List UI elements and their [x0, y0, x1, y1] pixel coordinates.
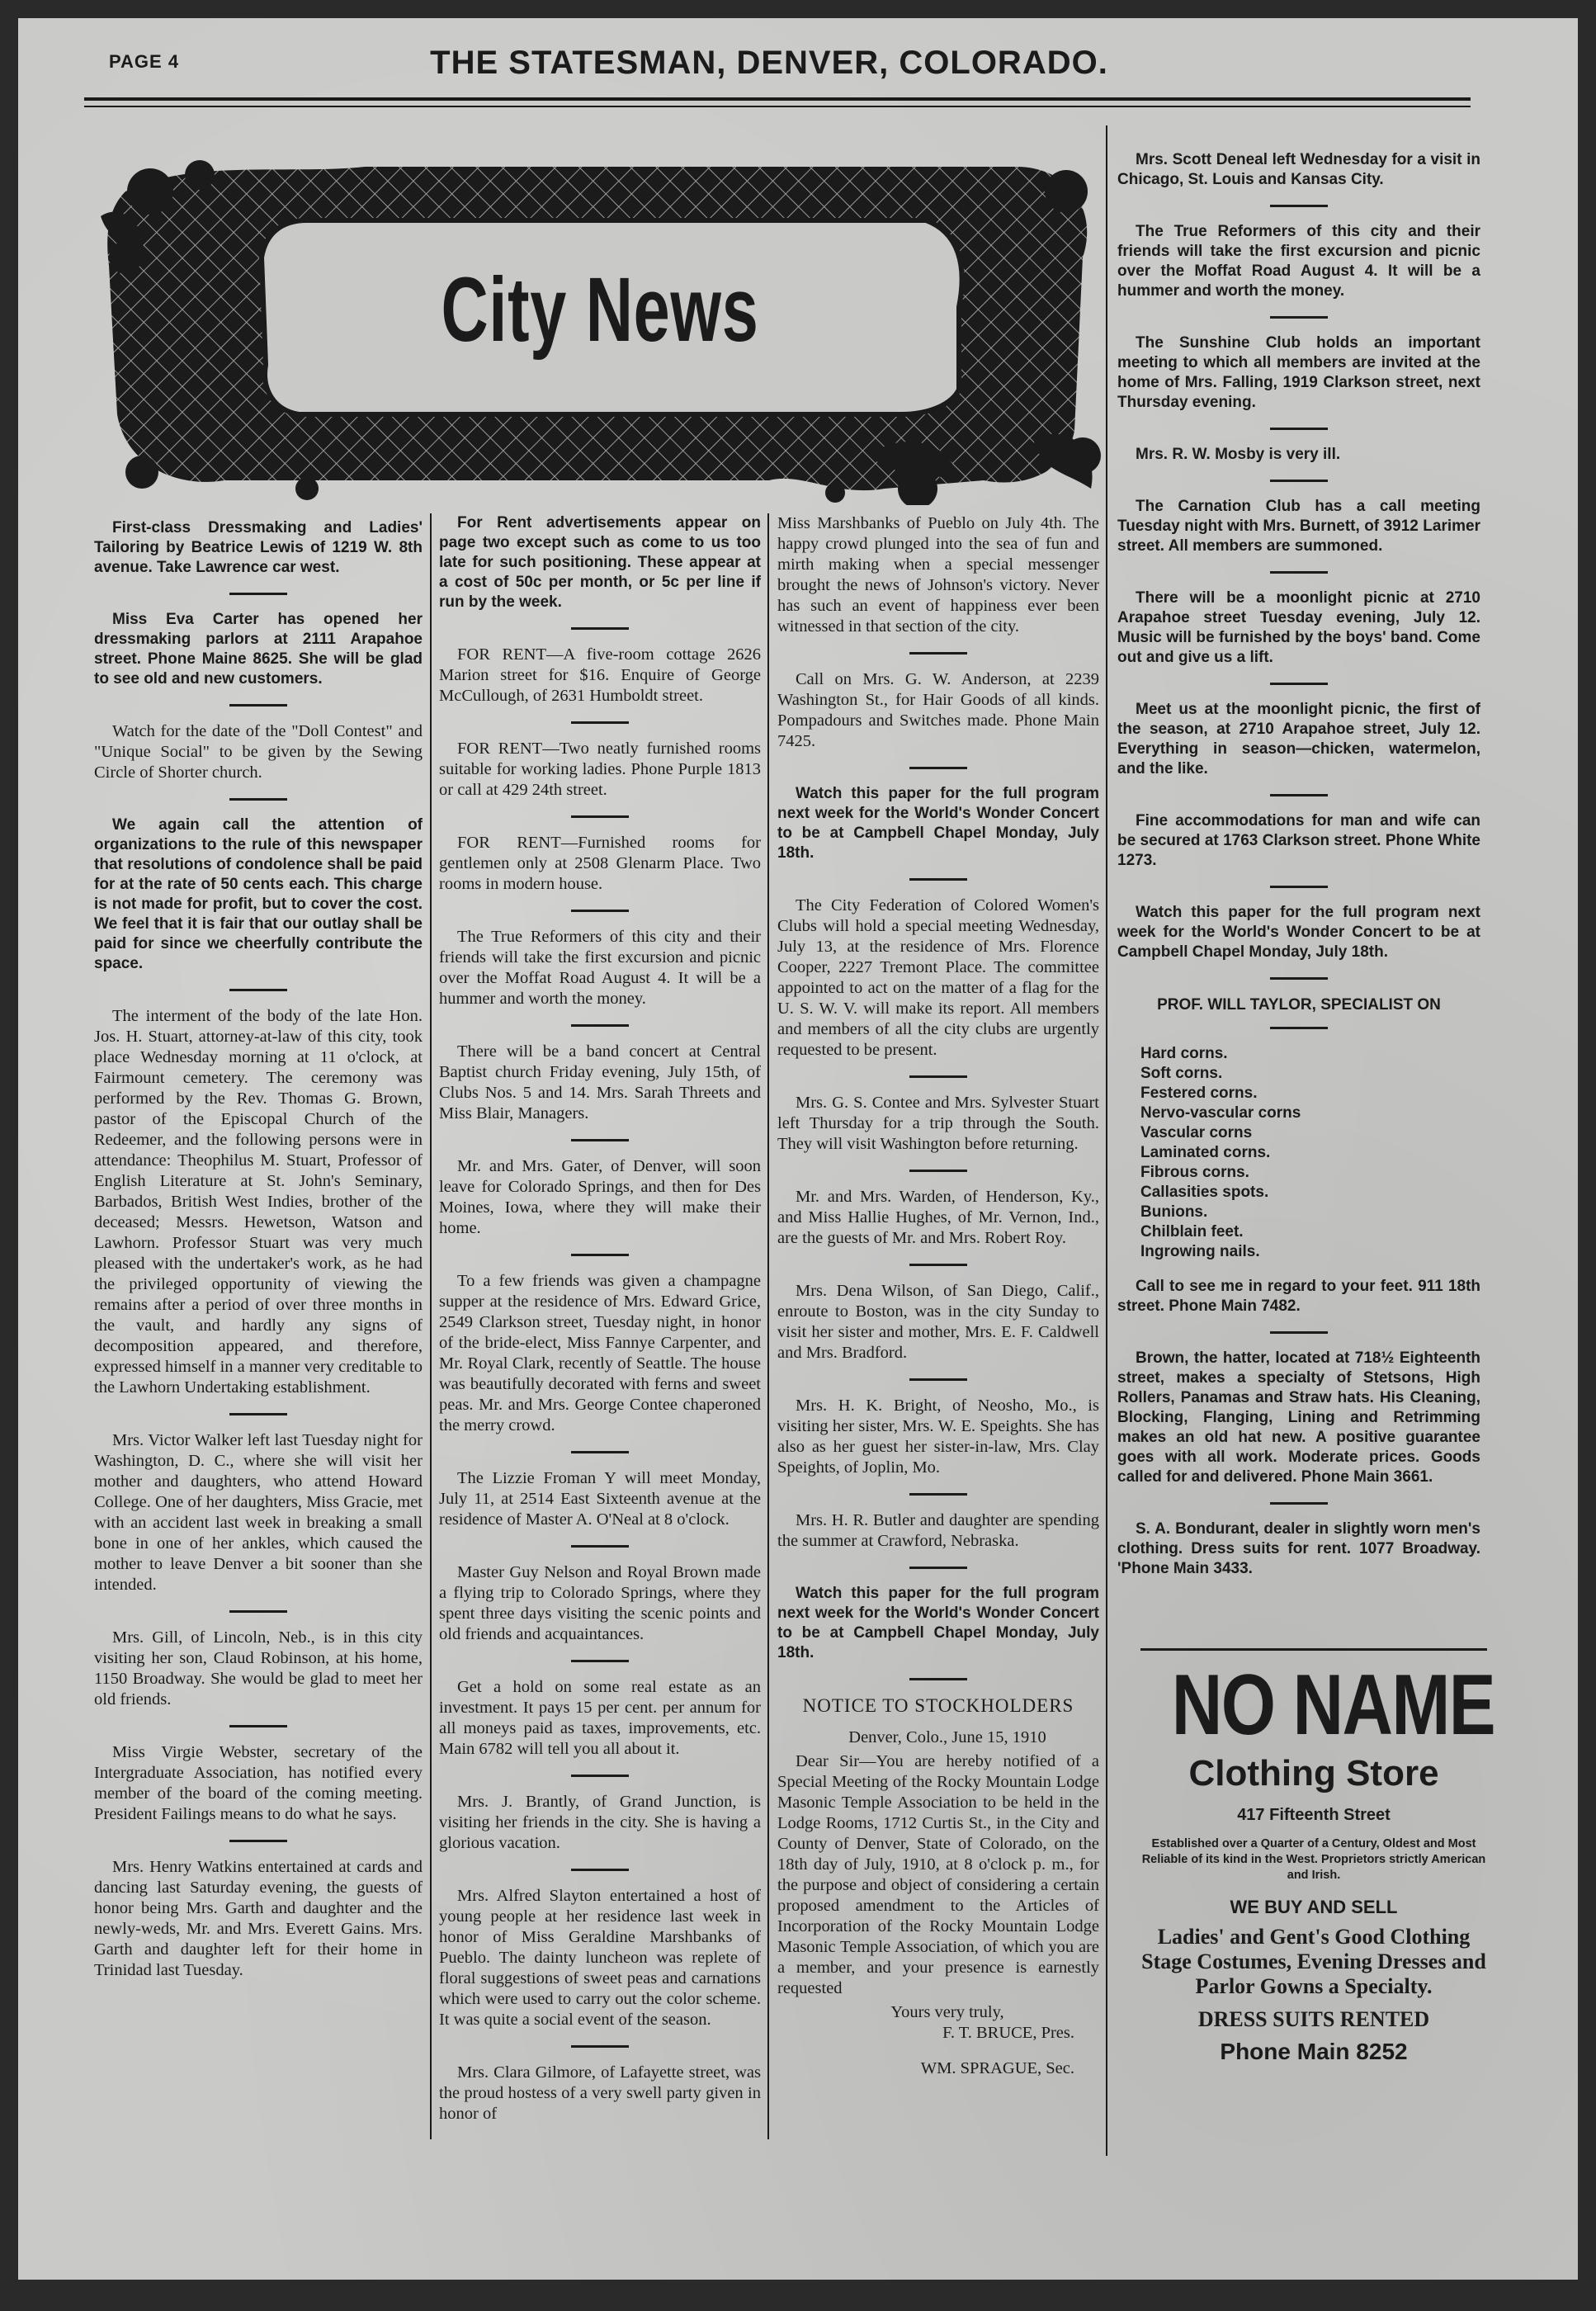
separator-rule	[1270, 316, 1328, 319]
news-item: Master Guy Nelson and Royal Brown made a flying trip to Colorado Springs, where they spent three days visiting the scenic points and old friends and acquaintances.	[439, 1563, 761, 1643]
separator-rule	[1270, 428, 1328, 430]
news-item: There will be a moonlight picnic at 2710 Arapahoe street Tuesday evening, July 12. Music will be furnished by the boys' band. Come out and give us a lift.	[1117, 589, 1480, 666]
news-item: For Rent advertisements appear on page two except such as come to us too late for such positioning. These appear at a cost of 50c per month, or 5c per line if run by the week.	[439, 514, 761, 611]
separator-rule	[1270, 977, 1328, 980]
separator-rule	[571, 815, 629, 818]
separator-rule	[229, 1725, 287, 1727]
news-item: Mrs. Dena Wilson, of San Diego, Calif., enroute to Boston, was in the city Sunday to visit her sister and mother, Mrs. E. F. Caldwell and Mrs. Bradford.	[777, 1282, 1099, 1362]
separator-rule	[571, 2045, 629, 2048]
separator-rule	[229, 989, 287, 991]
news-item: First-class Dressmaking and Ladies' Tailoring by Beatrice Lewis of 1219 W. 8th avenue. Take Lawrence car west.	[94, 519, 423, 576]
news-item: Mrs. R. W. Mosby is very ill.	[1136, 446, 1341, 463]
ad-top-rule	[1140, 1648, 1487, 1651]
news-item: Mr. and Mrs. Gater, of Denver, will soon leave for Colorado Springs, and then for Des Moines, Iowa, where they will make their home.	[439, 1157, 761, 1237]
specialist-item: Vascular corns	[1140, 1124, 1253, 1141]
column-1	[94, 518, 423, 1996]
banner-title: City News	[441, 259, 759, 361]
news-item: Miss Marshbanks of Pueblo on July 4th. The happy crowd plunged into the sea of fun and mirth making when a special messenger brought the news of Johnson's victory. Never has such an event of happiness ever been witnessed in that section of the city.	[777, 514, 1099, 636]
news-item: S. A. Bondurant, dealer in slightly worn men's clothing. Dress suits for rent. 1077 Broadway. 'Phone Main 3433.	[1117, 1520, 1480, 1577]
news-item: Mrs. H. K. Bright, of Neosho, Mo., is visiting her sister, Mrs. W. E. Speights. She has also as her guest her sister-in-law, Mrs. Clay Speights, of Joplin, Mo.	[777, 1397, 1099, 1477]
news-item: The Lizzie Froman Y will meet Monday, July 11, at 2514 East Sixteenth avenue at the residence of Master A. O'Neal at 8 o'clock.	[439, 1469, 761, 1529]
news-item: There will be a band concert at Central Baptist church Friday evening, July 15th, of Clubs Nos. 5 and 14. Mrs. Sarah Threets and Miss Blair, Managers.	[439, 1042, 761, 1122]
specialist-item: Hard corns.	[1140, 1045, 1228, 1062]
specialist-heading: PROF. WILL TAYLOR, SPECIALIST ON	[1157, 996, 1441, 1014]
separator-rule	[1270, 794, 1328, 796]
news-item: Get a hold on some real estate as an investment. It pays 15 per cent. per annum for all moneys paid as taxes, improvements, etc. Main 6782 will tell you all about it.	[439, 1678, 761, 1758]
separator-rule	[909, 1264, 967, 1266]
ad-buy-sell: WE BUY AND SELL	[1230, 1897, 1398, 1917]
news-item: Miss Eva Carter has opened her dressmaking parlors at 2111 Arapahoe street. Phone Maine 8625. She will be glad to see old and new customers.	[94, 611, 423, 688]
separator-rule	[229, 1610, 287, 1613]
separator-rule	[909, 878, 967, 881]
separator-rule	[1270, 1331, 1328, 1334]
separator-rule	[229, 704, 287, 707]
specialist-item: Soft corns.	[1140, 1065, 1223, 1082]
separator-rule	[229, 1413, 287, 1415]
news-item: Watch this paper for the full program next week for the World's Wonder Concert to be at Campbell Chapel Monday, July 18th.	[1117, 904, 1480, 961]
separator-rule	[909, 1678, 967, 1680]
separator-rule	[571, 1869, 629, 1871]
separator-rule	[571, 721, 629, 724]
separator-rule	[909, 1170, 967, 1172]
separator-rule	[909, 1567, 967, 1569]
notice-signature-president: F. T. BRUCE, Pres.	[942, 2024, 1074, 2042]
separator-rule	[909, 1075, 967, 1078]
separator-rule	[571, 1660, 629, 1662]
news-item: FOR RENT—Two neatly furnished rooms suitable for working ladies. Phone Purple 1813 or call at 429 24th street.	[439, 740, 761, 799]
news-item: Mrs. Alfred Slayton entertained a host of young people at her residence last week in honor of Miss Geraldine Marshbanks of Pueblo. The dainty luncheon was replete of floral suggestions of sweet peas and carnations which were used to carry out the color scheme. It was quite a social event of the season.	[439, 1887, 761, 2029]
ad-store-type: Clothing Store	[1188, 1753, 1439, 1794]
specialist-call: Call to see me in regard to your feet. 911 18th street. Phone Main 7482.	[1117, 1278, 1480, 1315]
column-2	[439, 513, 761, 2139]
separator-rule	[1270, 886, 1328, 888]
news-item: FOR RENT—Furnished rooms for gentlemen only at 2508 Glenarm Place. Two rooms in modern house.	[439, 834, 761, 893]
separator-rule	[909, 1493, 967, 1496]
separator-rule	[909, 1378, 967, 1381]
ad-phone: Phone Main 8252	[1220, 2039, 1408, 2064]
separator-rule	[571, 1024, 629, 1027]
specialist-item: Fibrous corns.	[1140, 1164, 1249, 1181]
news-item: The City Federation of Colored Women's Clubs will hold a special meeting Wednesday, July 13, at the residence of Mrs. Florence Cooper, 2227 Tremont Place. The committee appointed to act on the matter of a flag for the U. S. W. V. will make its report. All members and members of all the city clubs are urgently requested to be present.	[777, 896, 1099, 1059]
masthead-rule-thick	[84, 97, 1471, 101]
news-item: FOR RENT—A five-room cottage 2626 Marion street for $16. Enquire of George McCullough, of 2631 Humboldt street.	[439, 645, 761, 705]
news-item: Mrs. Victor Walker left last Tuesday night for Washington, D. C., where she will visit her mother and daughters, who attend Howard College. One of her daughters, Miss Gracie, met with an accident last week in breaking a small bone in one of her ankles, which caused the mother to leave Denver a bit sooner than she intended.	[94, 1431, 423, 1594]
news-item: The True Reformers of this city and their friends will take the first excursion and picnic over the Moffat Road August 4. It will be a hummer and worth the money.	[439, 928, 761, 1008]
separator-rule	[909, 767, 967, 769]
separator-rule	[1270, 1027, 1328, 1029]
notice-dateline: Denver, Colo., June 15, 1910	[848, 1728, 1046, 1746]
city-news-banner	[92, 142, 1107, 505]
specialist-item: Bunions.	[1140, 1203, 1208, 1221]
specialist-item: Laminated corns.	[1140, 1144, 1271, 1161]
separator-rule	[571, 1775, 629, 1777]
separator-rule	[571, 910, 629, 912]
column-3	[777, 513, 1099, 2094]
column-rule	[767, 513, 769, 2139]
news-item: Brown, the hatter, located at 718½ Eighteenth street, makes a specialty of Stetsons, High Rollers, Panamas and Straw hats. His Cleaning, Blocking, Flanging, Lining and Retrimming makes an old hat new. A positive guarantee goes with all work. Moderate prices. Goods called for and delivered. Phone Main 3661.	[1117, 1349, 1480, 1486]
news-item: The True Reformers of this city and their friends will take the first excursion and picnic over the Moffat Road August 4. It will be a hummer and worth the money.	[1117, 223, 1480, 300]
separator-rule	[909, 652, 967, 655]
specialist-list	[1117, 1044, 1480, 1262]
news-item: Mr. and Mrs. Warden, of Henderson, Ky., and Miss Hallie Hughes, of Mr. Vernon, Ind., are the guests of Mr. and Mrs. Robert Roy.	[777, 1188, 1099, 1247]
news-item: Call on Mrs. G. W. Anderson, at 2239 Washington St., for Hair Goods of all kinds. Pompadours and Switches made. Phone Main 7425.	[777, 670, 1099, 750]
ad-store-name: NO NAME	[1171, 1657, 1495, 1753]
separator-rule	[571, 1254, 629, 1256]
separator-rule	[229, 1840, 287, 1842]
ad-established: Established over a Quarter of a Century, Oldest and Most Reliable of its kind in the West. Proprietors strictly American and Irish.	[1141, 1837, 1486, 1882]
news-item: We again call the attention of organizations to the rule of this newspaper that resolutions of condolence shall be paid for at the rate of 50 cents each. This charge is not made for profit, but to cover the cost. We feel that it is fair that our outlay shall be paid for since we cheerfully contribute the space.	[94, 816, 423, 972]
news-item: Mrs. Clara Gilmore, of Lafayette street, was the proud hostess of a very swell party given in honor of	[439, 2063, 761, 2123]
specialist-item: Festered corns.	[1140, 1085, 1258, 1102]
separator-rule	[229, 593, 287, 595]
masthead-rule-thin	[84, 106, 1471, 107]
separator-rule	[1270, 205, 1328, 207]
news-item: Fine accommodations for man and wife can be secured at 1763 Clarkson street. Phone White 1273.	[1117, 812, 1480, 869]
separator-rule	[571, 627, 629, 630]
masthead: THE STATESMAN, DENVER, COLORADO.	[430, 45, 1108, 81]
page-label: PAGE 4	[109, 51, 180, 72]
newspaper-page	[18, 18, 1578, 2280]
news-item: Mrs. Scott Deneal left Wednesday for a visit in Chicago, St. Louis and Kansas City.	[1117, 151, 1480, 188]
news-item: Watch this paper for the full program next week for the World's Wonder Concert to be at Campbell Chapel Monday, July 18th.	[777, 1585, 1099, 1661]
news-item: Mrs. Gill, of Lincoln, Neb., is in this city visiting her son, Claud Robinson, at his home, 1150 Broadway. She would be glad to meet her old friends.	[94, 1628, 423, 1708]
news-item: Watch for the date of the "Doll Contest" and "Unique Social" to be given by the Sewing Circle of Shorter church.	[94, 722, 423, 782]
news-item: The Carnation Club has a call meeting Tuesday night with Mrs. Burnett, of 3912 Larimer street. All members are summoned.	[1117, 498, 1480, 555]
news-item: The Sunshine Club holds an important meeting to which all members are invited at the home of Mrs. Falling, 1919 Clarkson street, next Thursday evening.	[1117, 334, 1480, 411]
specialist-item: Nervo-vascular corns	[1140, 1104, 1301, 1122]
news-item: To a few friends was given a champagne supper at the residence of Mrs. Edward Grice, 2549 Clarkson street, Tuesday night, in honor of the bride-elect, Miss Fannye Carpenter, and Mr. Royal Clark, recently of Seattle. The house was beautifully decorated with ferns and sweet peas. Mr. and Mrs. George Contee chaperoned the merry crowd.	[439, 1272, 761, 1434]
notice-closing: Yours very truly,	[890, 2003, 1004, 2021]
news-item: Mrs. H. R. Butler and daughter are spending the summer at Crawford, Nebraska.	[777, 1511, 1099, 1550]
specialist-item: Callasities spots.	[1140, 1184, 1269, 1201]
column-rule	[430, 513, 432, 2139]
ad-address: 417 Fifteenth Street	[1237, 1806, 1391, 1824]
separator-rule	[1270, 480, 1328, 482]
notice-body: Dear Sir—You are hereby notified of a Special Meeting of the Rocky Mountain Lodge Masonic Temple Association to be held in the Lodge Rooms, 1712 Curtis St., in the City and County of Denver, State of Colorado, on the 18th day of July, 1910, at 8 o'clock p. m., for the purpose and object of considering a certain proposed amendment to the Articles of Incorporation of the Rocky Mountain Lodge Masonic Temple Association, of which you are a member, and your presence is earnestly requested	[777, 1752, 1099, 1997]
ad-items: Ladies' and Gent's Good Clothing Stage Costumes, Evening Dresses and Parlor Gowns a Specialty.	[1141, 1925, 1486, 1998]
specialist-item: Ingrowing nails.	[1140, 1243, 1260, 1260]
separator-rule	[1270, 571, 1328, 574]
news-item: Miss Virgie Webster, secretary of the Intergraduate Association, has notified every member of the board of the coming meeting. President Failings means to do what he says.	[94, 1743, 423, 1823]
notice-title: NOTICE TO STOCKHOLDERS	[802, 1695, 1074, 1716]
news-item: Mrs. J. Brantly, of Grand Junction, is visiting her friends in the city. She is having a glorious vacation.	[439, 1793, 761, 1852]
separator-rule	[229, 798, 287, 801]
news-item: Meet us at the moonlight picnic, the first of the season, at 2710 Arapahoe street, July 12. Everything in season—chicken, watermelon, and the like.	[1117, 701, 1480, 777]
news-item: The interment of the body of the late Hon. Jos. H. Stuart, attorney-at-law of this city, took place Wednesday morning at 11 o'clock, at Fairmount cemetery. The ceremony was performed by the Rev. Thomas G. Brown, pastor of the Episcopal Church of the Redeemer, and the following persons were in attendance: Theophilus M. Stuart, Professor of English Literature at St. John's Seminary, Barbados, British West Indies, brother of the deceased; Messrs. Hewetson, Watson and Lawhorn. Professor Stuart was very much pleased with the undertaker's work, as he had the privileged opportunity of viewing the remains after a period of over three months in the vault, and hardly any signs of decomposition appeared, and therefore, expressed himself in a manner very creditable to the Lawhorn Undertaking establishment.	[94, 1007, 423, 1397]
separator-rule	[571, 1545, 629, 1548]
separator-rule	[1270, 1502, 1328, 1505]
column-4	[1117, 150, 1480, 1594]
no-name-clothing-ad	[1140, 1657, 1495, 2164]
separator-rule	[1270, 683, 1328, 685]
news-item: Mrs. Henry Watkins entertained at cards and dancing last Saturday evening, the guests of honor being Mrs. Garth and daughter and the newly-weds, Mr. and Mrs. Everett Gains. Mrs. Garth and daughter left for their home in Trinidad last Tuesday.	[94, 1858, 423, 1979]
ad-dress-suits: DRESS SUITS RENTED	[1197, 2007, 1430, 2031]
news-item: Mrs. G. S. Contee and Mrs. Sylvester Stuart left Thursday for a trip through the South. They will visit Washington before returning.	[777, 1094, 1099, 1153]
separator-rule	[571, 1139, 629, 1141]
separator-rule	[571, 1451, 629, 1453]
news-item: Watch this paper for the full program next week for the World's Wonder Concert to be at Campbell Chapel Monday, July 18th.	[777, 785, 1099, 862]
specialist-item: Chilblain feet.	[1140, 1223, 1244, 1241]
notice-signature-secretary: WM. SPRAGUE, Sec.	[920, 2059, 1074, 2077]
